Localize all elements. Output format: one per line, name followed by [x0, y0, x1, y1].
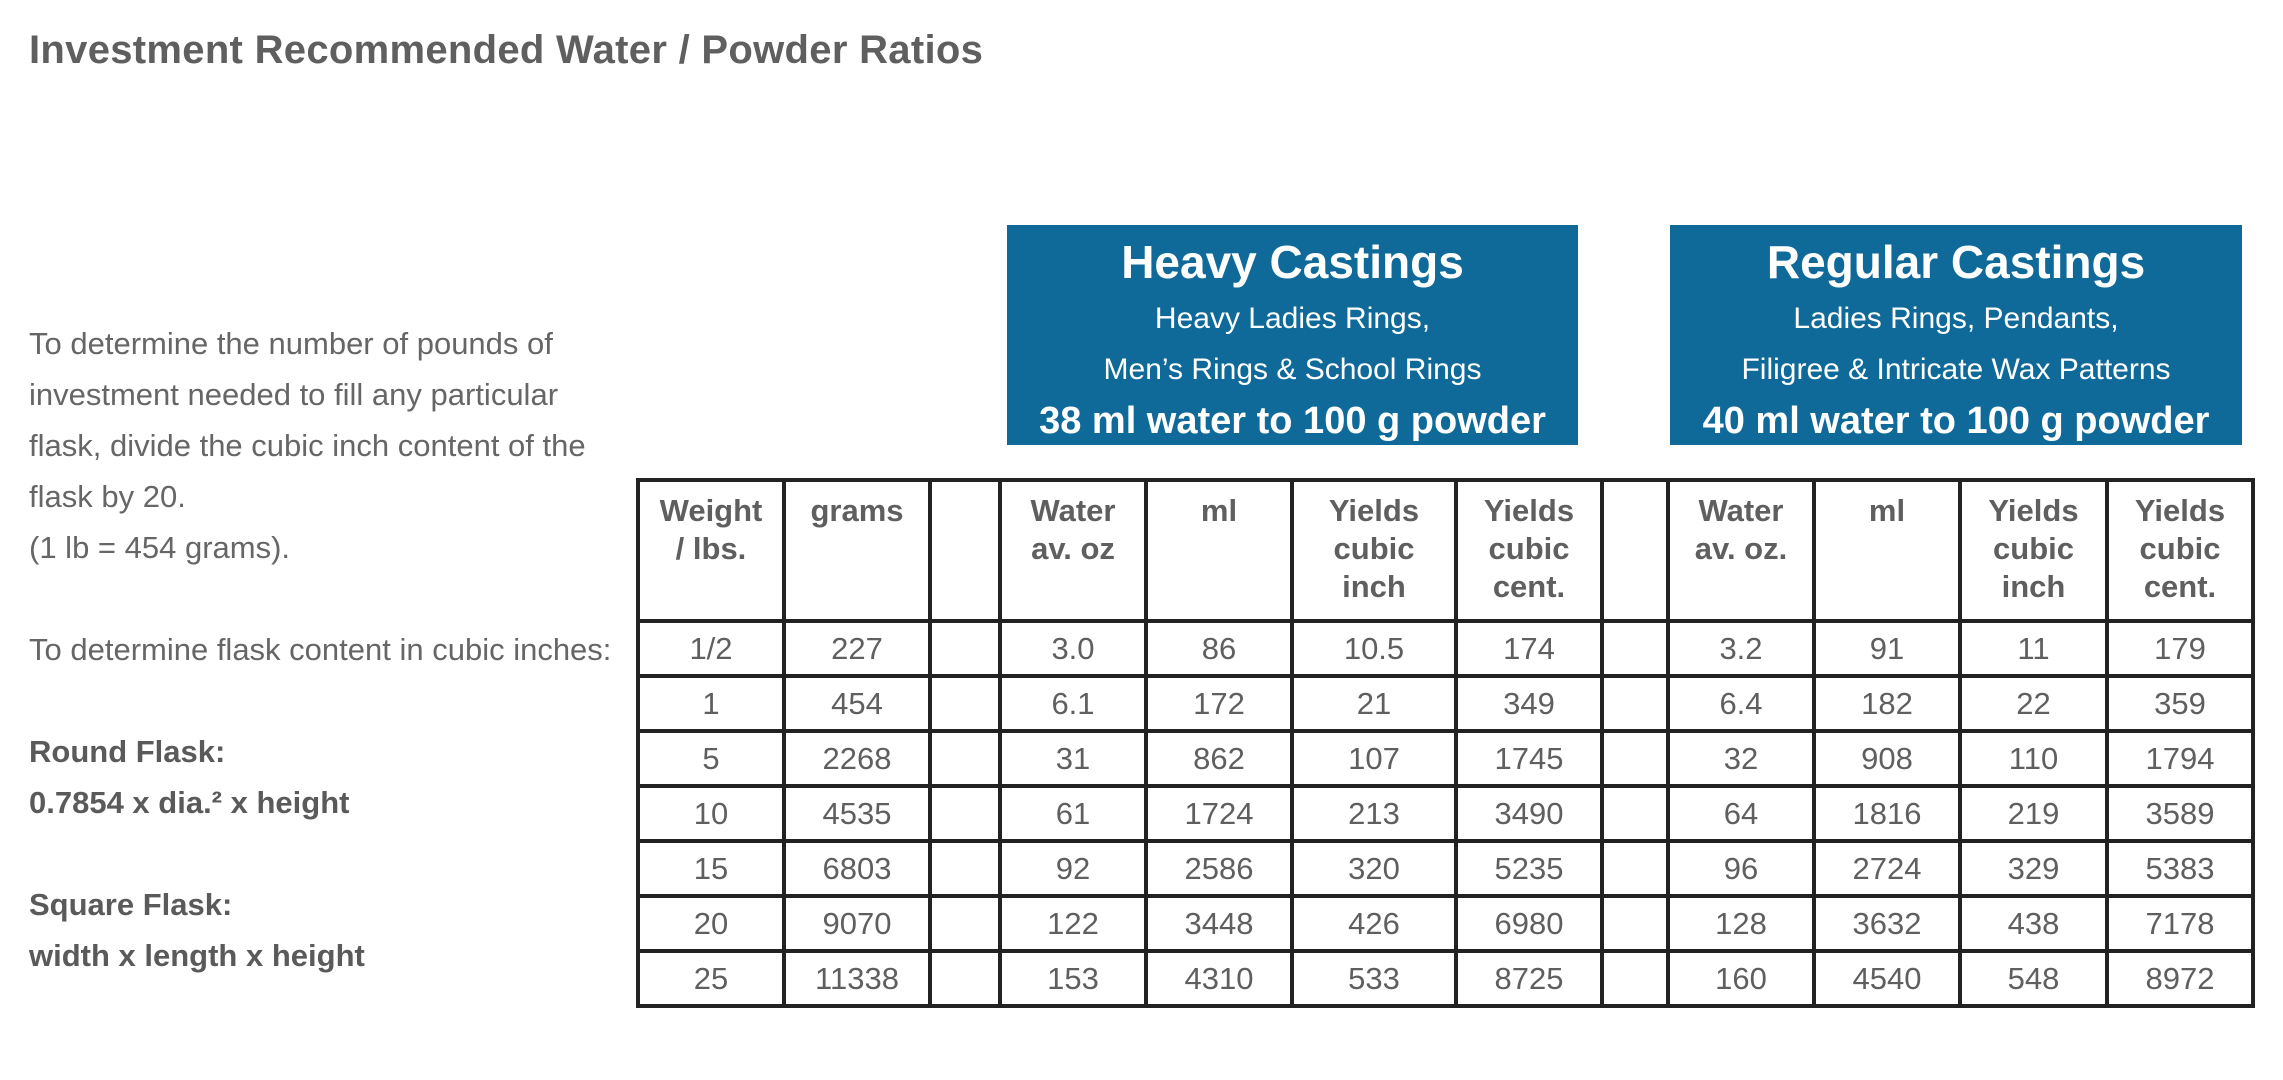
table-cell: [930, 731, 1000, 786]
round-flask-formula: 0.7854 x dia.² x height: [29, 785, 350, 820]
table-cell: 21: [1292, 676, 1456, 731]
table-cell: [930, 951, 1000, 1006]
table-cell: 32: [1668, 731, 1814, 786]
flask-content-instruction: To determine flask content in cubic inches:: [29, 632, 612, 667]
table-cell: [1602, 786, 1668, 841]
table-cell: 64: [1668, 786, 1814, 841]
table-cell: 6.4: [1668, 676, 1814, 731]
table-cell: 20: [638, 896, 784, 951]
table-cell: 1/2: [638, 621, 784, 676]
table-cell: 227: [784, 621, 930, 676]
round-flask-label: Round Flask:: [29, 734, 226, 769]
table-cell: [930, 786, 1000, 841]
table-cell: 1: [638, 676, 784, 731]
pounds-instruction: To determine the number of pounds of investment needed to fill any particular flask, divide the cubic inch content of the flask by 20.: [29, 326, 586, 514]
table-cell: 8725: [1456, 951, 1602, 1006]
table-cell: 10.5: [1292, 621, 1456, 676]
table-row: [638, 621, 2253, 676]
page-title: Investment Recommended Water / Powder Ratios: [29, 28, 984, 72]
table-cell: 31: [1000, 731, 1146, 786]
table-cell: [1602, 951, 1668, 1006]
ratio-table: [636, 478, 2255, 1008]
table-cell: 6980: [1456, 896, 1602, 951]
table-cell: 10: [638, 786, 784, 841]
table-cell: 349: [1456, 676, 1602, 731]
table-cell: [930, 621, 1000, 676]
table-row: [638, 841, 2253, 896]
table-header-row: [638, 480, 2253, 621]
table-cell: 122: [1000, 896, 1146, 951]
table-cell: 128: [1668, 896, 1814, 951]
regular-castings-line1: Ladies Rings, Pendants,: [1793, 302, 2119, 335]
header-heavy-water-oz: Water av. oz: [1000, 480, 1146, 621]
table-cell: 2586: [1146, 841, 1292, 896]
table-cell: 426: [1292, 896, 1456, 951]
header-heavy-cubic-cent: Yields cubic cent.: [1456, 480, 1602, 621]
table-cell: 179: [2107, 621, 2253, 676]
heavy-castings-title: Heavy Castings: [1121, 236, 1464, 288]
table-cell: 359: [2107, 676, 2253, 731]
table-cell: 11: [1960, 621, 2107, 676]
table-cell: 548: [1960, 951, 2107, 1006]
table-cell: 92: [1000, 841, 1146, 896]
table-cell: 96: [1668, 841, 1814, 896]
table-cell: 110: [1960, 731, 2107, 786]
regular-castings-banner: [1670, 225, 2242, 445]
table-cell: 438: [1960, 896, 2107, 951]
table-cell: 908: [1814, 731, 1960, 786]
table-row: [638, 786, 2253, 841]
regular-castings-line2: Filigree & Intricate Wax Patterns: [1741, 353, 2171, 386]
table-cell: 4540: [1814, 951, 1960, 1006]
table-cell: 172: [1146, 676, 1292, 731]
square-flask-formula: width x length x height: [29, 938, 365, 973]
pounds-conversion-note: (1 lb = 454 grams).: [29, 530, 291, 565]
table-cell: 8972: [2107, 951, 2253, 1006]
square-flask-label: Square Flask:: [29, 887, 233, 922]
table-cell: 862: [1146, 731, 1292, 786]
table-cell: 9070: [784, 896, 930, 951]
table-cell: 3448: [1146, 896, 1292, 951]
table-cell: 153: [1000, 951, 1146, 1006]
heavy-castings-banner: [1007, 225, 1578, 445]
table-cell: 7178: [2107, 896, 2253, 951]
header-regular-water-oz: Water av. oz.: [1668, 480, 1814, 621]
table-cell: 25: [638, 951, 784, 1006]
table-cell: 15: [638, 841, 784, 896]
table-cell: 1724: [1146, 786, 1292, 841]
heavy-castings-line2: Men’s Rings & School Rings: [1103, 353, 1482, 386]
table-cell: 219: [1960, 786, 2107, 841]
header-regular-ml: ml: [1814, 480, 1960, 621]
table-cell: [930, 841, 1000, 896]
table-cell: 3.0: [1000, 621, 1146, 676]
table-cell: 2268: [784, 731, 930, 786]
table-cell: [1602, 676, 1668, 731]
regular-castings-title: Regular Castings: [1766, 236, 2146, 288]
table-cell: 3.2: [1668, 621, 1814, 676]
table-cell: 174: [1456, 621, 1602, 676]
header-regular-cubic-cent: Yields cubic cent.: [2107, 480, 2253, 621]
heavy-castings-line1: Heavy Ladies Rings,: [1154, 302, 1431, 335]
table-cell: 3632: [1814, 896, 1960, 951]
table-cell: [1602, 731, 1668, 786]
table-cell: [1602, 621, 1668, 676]
table-cell: [930, 896, 1000, 951]
header-heavy-ml: ml: [1146, 480, 1292, 621]
header-spacer: [1602, 480, 1668, 621]
table-cell: 5383: [2107, 841, 2253, 896]
table-cell: 1794: [2107, 731, 2253, 786]
regular-castings-ratio: 40 ml water to 100 g powder: [1702, 400, 2210, 442]
header-heavy-cubic-inch: Yields cubic inch: [1292, 480, 1456, 621]
table-cell: [1602, 841, 1668, 896]
table-cell: 533: [1292, 951, 1456, 1006]
table-cell: 5235: [1456, 841, 1602, 896]
table-cell: 5: [638, 731, 784, 786]
table-cell: 4310: [1146, 951, 1292, 1006]
table-cell: 6803: [784, 841, 930, 896]
table-cell: 213: [1292, 786, 1456, 841]
heavy-castings-ratio: 38 ml water to 100 g powder: [1039, 400, 1546, 442]
table-cell: 22: [1960, 676, 2107, 731]
table-cell: 2724: [1814, 841, 1960, 896]
instructions-panel: [29, 318, 629, 981]
table-cell: 107: [1292, 731, 1456, 786]
table-cell: 3490: [1456, 786, 1602, 841]
table-cell: 329: [1960, 841, 2107, 896]
header-spacer: [930, 480, 1000, 621]
table-cell: [1602, 896, 1668, 951]
table-cell: 454: [784, 676, 930, 731]
table-cell: 320: [1292, 841, 1456, 896]
table-cell: 160: [1668, 951, 1814, 1006]
table-cell: 91: [1814, 621, 1960, 676]
table-cell: 182: [1814, 676, 1960, 731]
table-cell: 1745: [1456, 731, 1602, 786]
table-row: [638, 896, 2253, 951]
table-row: [638, 951, 2253, 1006]
header-regular-cubic-inch: Yields cubic inch: [1960, 480, 2107, 621]
header-weight-lbs: Weight / lbs.: [638, 480, 784, 621]
table-cell: 11338: [784, 951, 930, 1006]
table-cell: 4535: [784, 786, 930, 841]
table-cell: 3589: [2107, 786, 2253, 841]
table-cell: 6.1: [1000, 676, 1146, 731]
table-cell: 61: [1000, 786, 1146, 841]
table-cell: 1816: [1814, 786, 1960, 841]
table-cell: [930, 676, 1000, 731]
header-grams: grams: [784, 480, 930, 621]
table-cell: 86: [1146, 621, 1292, 676]
table-row: [638, 731, 2253, 786]
table-row: [638, 676, 2253, 731]
